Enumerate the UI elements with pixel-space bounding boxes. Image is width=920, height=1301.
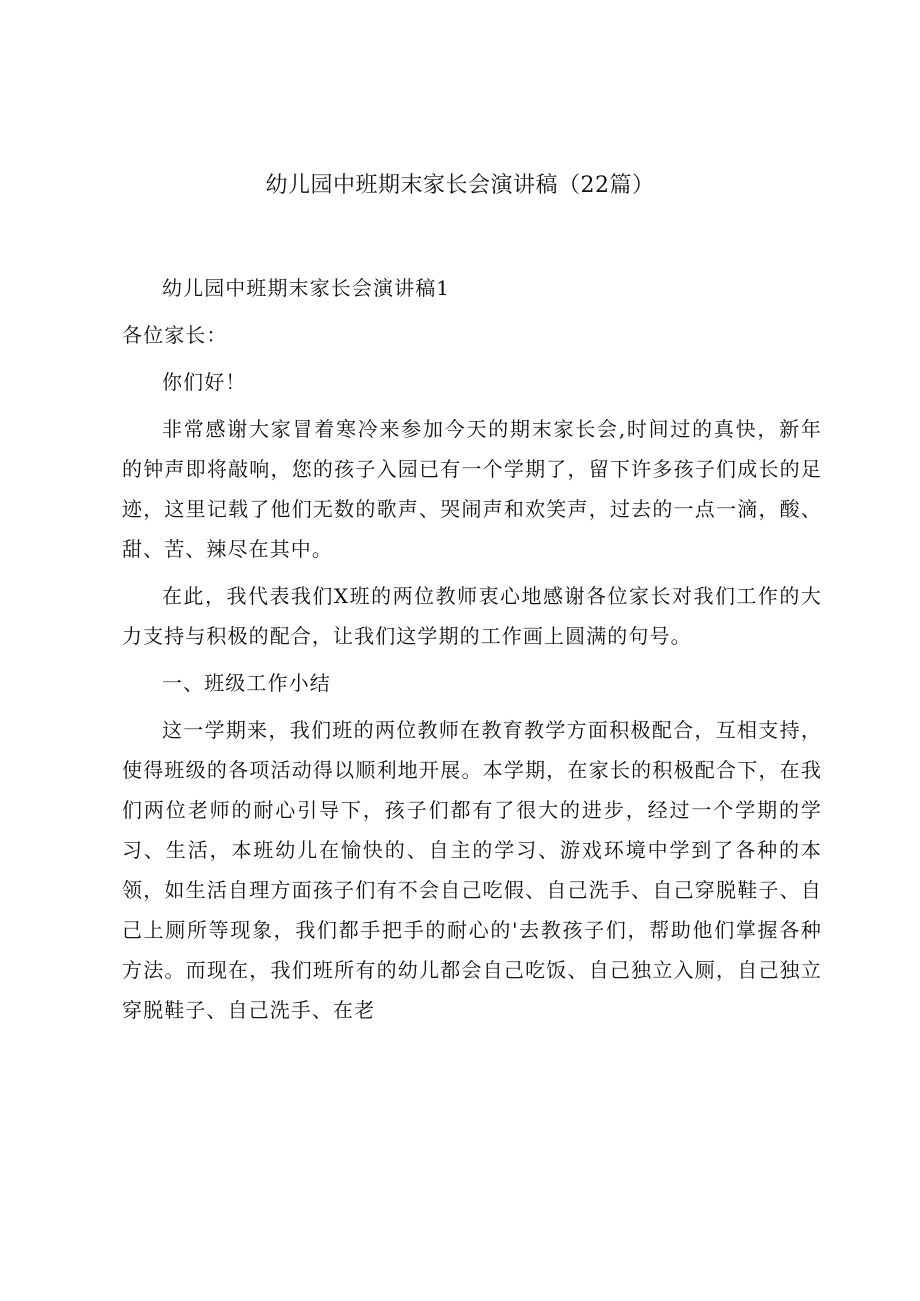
document-title: 幼儿园中班期末家长会演讲稿（22篇） — [265, 173, 655, 198]
paragraph-thanks: 非常感谢大家冒着寒冷来参加今天的期末家长会,时间过的真快，新年的钟声即将敲响，您的孩子入园已有一个学期了，留下许多孩子们成长的足迹，这里记载了他们无数的歌声、哭闹声和欢笑声，过去的一点一滴，酸、甜、苦、辣尽在其中。 — [122, 417, 822, 561]
heading-class-work-summary: 一、班级工作小结 — [162, 671, 331, 695]
section-title: 幼儿园中班期末家长会演讲稿1 — [162, 276, 451, 300]
paragraph-summary: 这一学期来，我们班的两位教师在教育教学方面积极配合，互相支持，使得班级的各项活动得以顺利地开展。本学期，在家长的积极配合下，在我们两位老师的耐心引导下，孩子们都有了很大的进步，经过一个学期的学习、生活，本班幼儿在愉快的、自主的学习、游戏环境中学到了各种的本领，如生活自理方面孩子们有不会自己吃假、自己洗手、自己穿脱鞋子、自己上厕所等现象，我们都手把手的耐心的'去教孩子们，帮助他们掌握各种方法。而现在，我们班所有的幼儿都会自己吃饭、自己独立入厕，自己独立穿脱鞋子、自己洗手、在老 — [122, 718, 822, 1022]
document-body — [122, 268, 822, 1037]
hello-line: 你们好！ — [162, 370, 247, 394]
greeting: 各位家长： — [122, 323, 228, 347]
paragraph-appreciation: 在此，我代表我们X班的两位教师衷心地感谢各位家长对我们工作的大力支持与积极的配合，让我们这学期的工作画上圆满的句号。 — [122, 584, 822, 648]
